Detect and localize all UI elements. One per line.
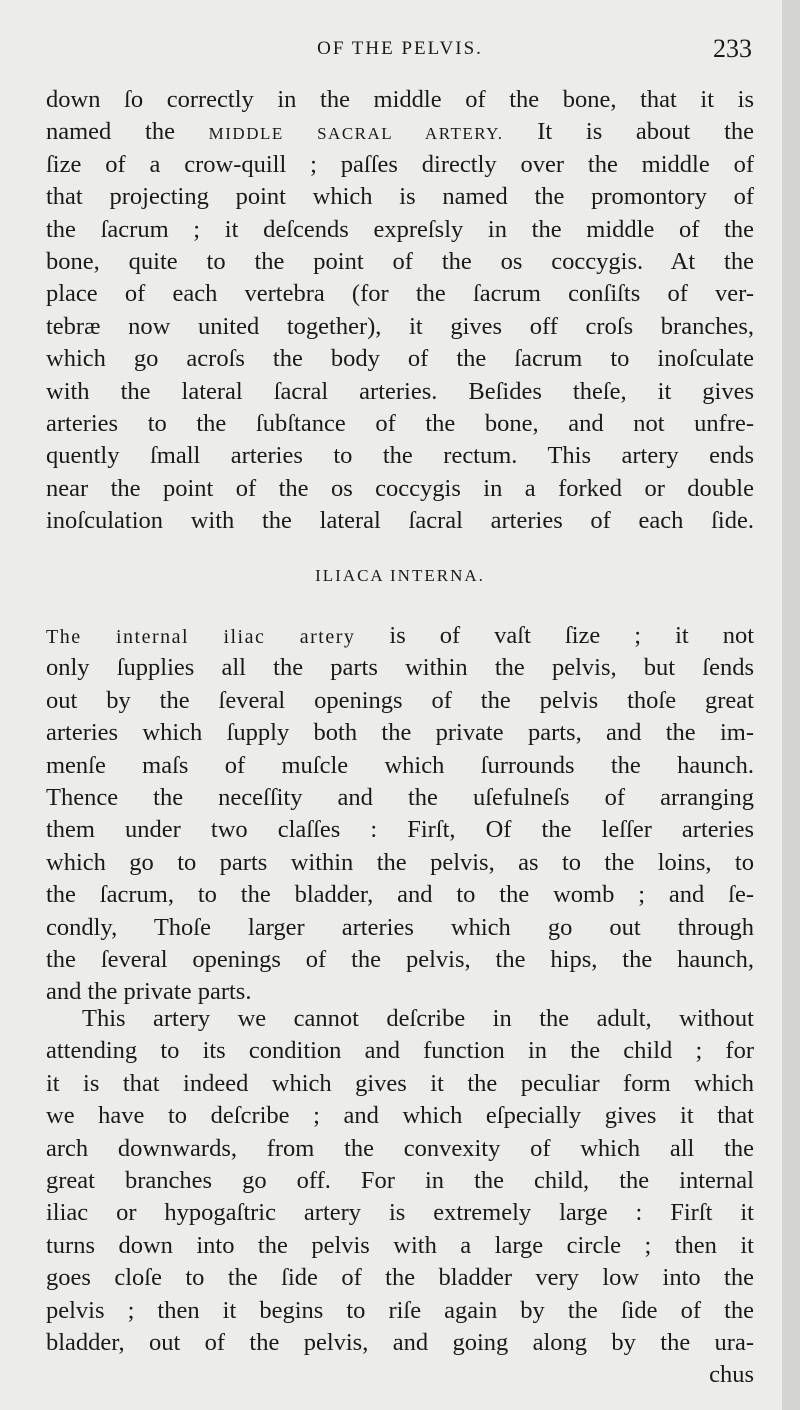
smallcaps-term: MIDDLE SACRAL ARTERY. xyxy=(208,124,504,144)
catchword: chus xyxy=(709,1361,754,1389)
text-line xyxy=(46,116,754,148)
text-line: condly, Thoſe larger arteries which go out through xyxy=(46,913,754,941)
text-fragment: named the xyxy=(46,118,209,146)
page-edge-shadow xyxy=(782,0,800,1410)
text-line: out by the ſeveral openings of the pelvis thoſe great xyxy=(46,686,754,714)
text-line: menſe maſs of muſcle which ſurrounds the haunch. xyxy=(46,751,754,779)
text-line: This artery we cannot deſcribe in the adult, without xyxy=(82,1005,754,1032)
text-line: the ſacrum ; it deſcends expreſsly in the middle of the xyxy=(46,215,754,243)
text-line: quently ſmall arteries to the rectum. This artery ends xyxy=(46,442,754,470)
text-fragment: It is about the xyxy=(503,118,754,146)
text-line: bone, quite to the point of the os coccygis. At the xyxy=(46,247,754,275)
text-line: near the point of the os coccygis in a forked or double xyxy=(46,474,754,502)
text-line: iliac or hypogaſtric artery is extremely large : Firſt it xyxy=(46,1199,754,1227)
smallcaps-term: The internal iliac artery xyxy=(46,626,356,648)
text-line: which go to parts within the pelvis, as to the loins, to xyxy=(46,848,754,876)
text-line: only ſupplies all the parts within the pelvis, but ſends xyxy=(46,654,754,682)
text-line: inoſculation with the lateral ſacral arteries of each ſide. xyxy=(46,507,754,535)
text-line: with the lateral ſacral arteries. Beſides theſe, it gives xyxy=(46,377,754,405)
text-line: it is that indeed which gives it the peculiar form which xyxy=(46,1069,754,1097)
text-line: down ſo correctly in the middle of the bone, that it is xyxy=(46,86,754,113)
paragraph-child-artery xyxy=(46,1003,754,1392)
text-line: tebræ now united together), it gives off croſs branches, xyxy=(46,312,754,340)
section-heading: ILIACA INTERNA. xyxy=(315,566,485,585)
text-line: ſize of a crow-quill ; paſſes directly over the middle of xyxy=(46,150,754,178)
text-line: that projecting point which is named the promontory of xyxy=(46,183,754,211)
text-line: arteries which ſupply both the private parts, and the im- xyxy=(46,719,754,747)
text-line: goes cloſe to the ſide of the bladder very low into the xyxy=(46,1264,754,1292)
text-line: arteries to the ſubſtance of the bone, and not unfre- xyxy=(46,409,754,437)
text-fragment: is of vaſt ſize ; it not xyxy=(355,622,755,649)
text-line: the ſeveral openings of the pelvis, the hips, the haunch, xyxy=(46,945,754,973)
paragraph-internal-iliac xyxy=(46,620,754,1009)
text-line: turns down into the pelvis with a large circle ; then it xyxy=(46,1231,754,1259)
text-line: them under two claſſes : Firſt, Of the leſſer arteries xyxy=(46,816,754,844)
page-header xyxy=(46,34,754,66)
text-line: place of each vertebra (for the ſacrum conſiſts of ver- xyxy=(46,280,754,308)
text-line: the ſacrum, to the bladder, and to the womb ; and ſe- xyxy=(46,881,754,909)
text-line: which go acroſs the body of the ſacrum to inoſculate xyxy=(46,345,754,373)
page-number: 233 xyxy=(713,34,752,63)
text-line: we have to deſcribe ; and which eſpecially gives it that xyxy=(46,1102,754,1130)
text-line: great branches go off. For in the child, the internal xyxy=(46,1166,754,1194)
paragraph-middle-sacral-artery xyxy=(46,84,754,537)
text-line xyxy=(46,620,754,652)
text-line: attending to its condition and function in the child ; for xyxy=(46,1037,754,1065)
text-line: arch downwards, from the convexity of which all the xyxy=(46,1134,754,1162)
running-title: OF THE PELVIS. xyxy=(317,38,483,59)
text-line: pelvis ; then it begins to riſe again by the ſide of the xyxy=(46,1296,754,1324)
text-line: Thence the neceſſity and the uſefulneſs of arranging xyxy=(46,783,754,811)
text-line: and the private parts. xyxy=(46,978,252,1006)
text-line: bladder, out of the pelvis, and going along by the ura- xyxy=(46,1328,754,1356)
